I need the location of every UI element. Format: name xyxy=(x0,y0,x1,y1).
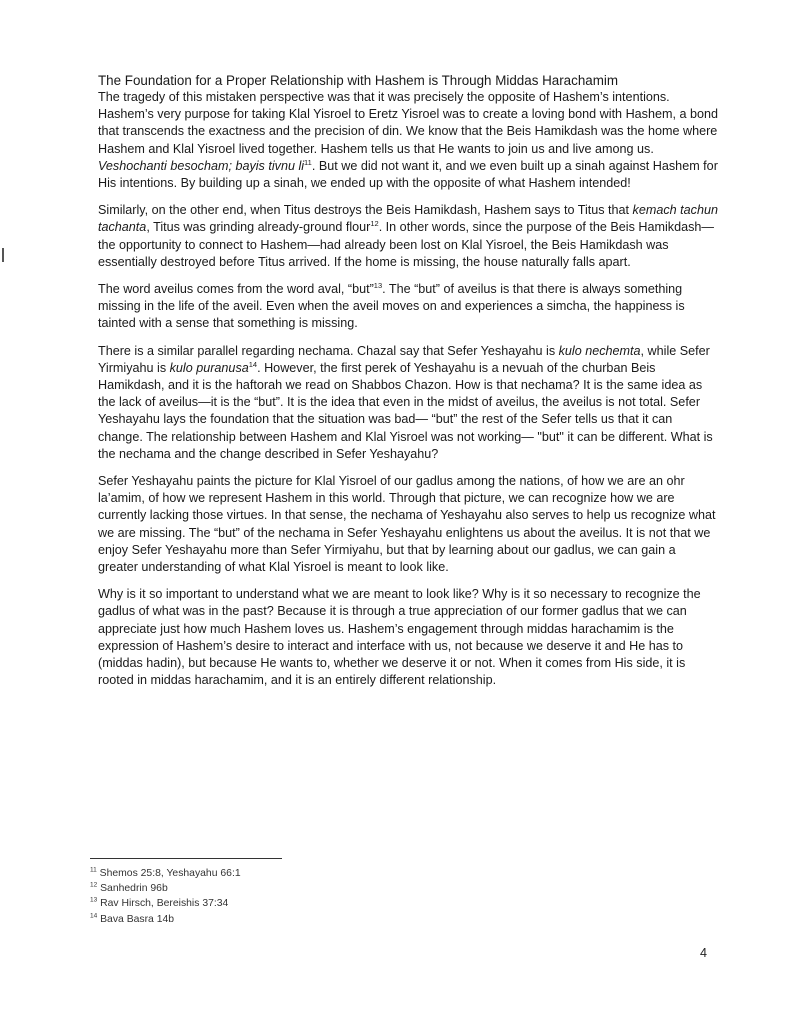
scan-margin-mark xyxy=(2,248,4,262)
footnote-ref: 11 xyxy=(304,157,312,167)
body-paragraph xyxy=(98,202,718,271)
footnote-number: 13 xyxy=(90,896,98,904)
footnote-text: Bava Basra 14b xyxy=(100,913,175,925)
paragraph-text: , while Sefer Yirmiyahu is xyxy=(98,343,710,375)
page-number: 4 xyxy=(700,946,708,960)
paragraph-text: Why is it so important to understand what we are meant to look like? Why is it so necessary to recognize the gadlus of what was in the past? Because it is through a true appreciation of our former gadlus that we can appreciate just how much Hashem loves us. Hashem’s engagement through middas harachamim is the expression of Hashem’s desire to interact and interface with us, not because we deserve it and He has to (middas hadin), but because He wants to, whether we deserve it or not. When it comes from His side, it is rooted in middas harachamim, and it is an entirely different relationship. xyxy=(98,587,701,688)
footnote-number: 11 xyxy=(90,866,97,874)
italic-term: kemach tachun tachanta xyxy=(98,203,718,235)
footnote-item xyxy=(90,912,241,927)
footnote-text: Sanhedrin 96b xyxy=(100,883,168,895)
paragraph-list xyxy=(98,89,718,690)
footnote-ref: 12 xyxy=(370,219,379,229)
footnote-item xyxy=(90,881,241,896)
paragraph-text: There is a similar parallel regarding nechama. Chazal say that Sefer Yeshayahu is xyxy=(98,343,559,358)
paragraph-text: Similarly, on the other end, when Titus destroys the Beis Hamikdash, Hashem says to Titus that xyxy=(98,203,633,218)
document-body xyxy=(98,72,718,700)
paragraph-text: . The “but” of aveilus is that there is always something missing in the life of the aveil. Even when the aveil moves on and experiences a simcha, the happiness is tainted with a sense that something is missing. xyxy=(98,282,685,331)
body-paragraph xyxy=(98,343,718,463)
footnote-ref: 13 xyxy=(373,280,383,290)
footnote-divider xyxy=(90,858,282,859)
body-paragraph xyxy=(98,473,718,576)
paragraph-text: . However, the first perek of Yeshayahu is a nevuah of the churban Beis Hamikdash, and it is the haftorah we read on Shabbos Chazon. How is that nechama? It is the same idea as the lack of aveilus—it is the “but”. It is the idea that even in the midst of aveilus, the aveilus is not total. Sefer Yeshayahu lays the foundation that the situation was bad— “but” the rest of the Sefer tells us that it can change. The relationship between Hashem and Klal Yisroel was not working— "but" it can be different. What is the nechama and the change described in Sefer Yeshayahu? xyxy=(98,360,713,461)
footnote-number: 14 xyxy=(90,912,98,920)
footnote-item xyxy=(90,896,241,911)
italic-term: kulo puranusa xyxy=(169,360,249,375)
paragraph-text: The tragedy of this mistaken perspective was that it was precisely the opposite of Hashem’s intentions. Hashem’s very purpose for taking Klal Yisroel to Eretz Yisroel was to create a loving bond with Hashem, a bond that transcends the exactness and the precision of din. We know that the Beis Hamikdash was the home where Hashem and Klal Yisroel lived together. Hashem tells us that He wants to join us and live among us. xyxy=(98,90,718,156)
footnote-text: Rav Hirsch, Bereishis 37:34 xyxy=(100,898,229,910)
paragraph-text: Sefer Yeshayahu paints the picture for Klal Yisroel of our gadlus among the nations, of how we are an ohr la’amim, of how we represent Hashem in this world. Through that picture, we can recognize how we are currently lacking those virtues. In that sense, the nechama of Yeshayahu also serves to help us recognize what we are missing. The “but” of the nechama in Sefer Yeshayahu enlightens us about the aveilus. It is not that we enjoy Sefer Yeshayahu more than Sefer Yirmiyahu, but that by learning about our gadlus, we can gain a greater understanding of what Klal Yisroel is meant to look like. xyxy=(98,474,716,575)
paragraph-text: . In other words, since the purpose of the Beis Hamikdash—the opportunity to connect to Hashem—had already been lost on Klal Yisroel, the Beis Hamikdash was essentially destroyed before Titus arrived. If the home is missing, the house naturally falls apart. xyxy=(98,220,714,269)
footnote-list xyxy=(90,866,241,927)
italic-term: Veshochanti besocham; bayis tivnu li xyxy=(98,158,305,173)
paragraph-text: . But we did not want it, and we even built up a sinah against Hashem for His intentions. By building up a sinah, we ended up with the opposite of what Hashem intended! xyxy=(98,158,718,191)
footnote-text: Shemos 25:8, Yeshayahu 66:1 xyxy=(99,868,241,879)
section-heading: The Foundation for a Proper Relationship with Hashem is Through Middas Harachamim xyxy=(98,73,619,88)
footnote-ref: 14 xyxy=(248,359,258,369)
body-paragraph xyxy=(98,281,718,333)
footnote-number: 12 xyxy=(90,881,98,889)
italic-term: kulo nechemta xyxy=(558,343,641,358)
footnote-item xyxy=(90,866,241,881)
body-paragraph xyxy=(98,586,718,689)
paragraph-text: , Titus was grinding already-ground flour xyxy=(146,220,371,235)
body-paragraph xyxy=(98,89,718,192)
paragraph-text: The word aveilus comes from the word aval, “but” xyxy=(98,282,374,297)
